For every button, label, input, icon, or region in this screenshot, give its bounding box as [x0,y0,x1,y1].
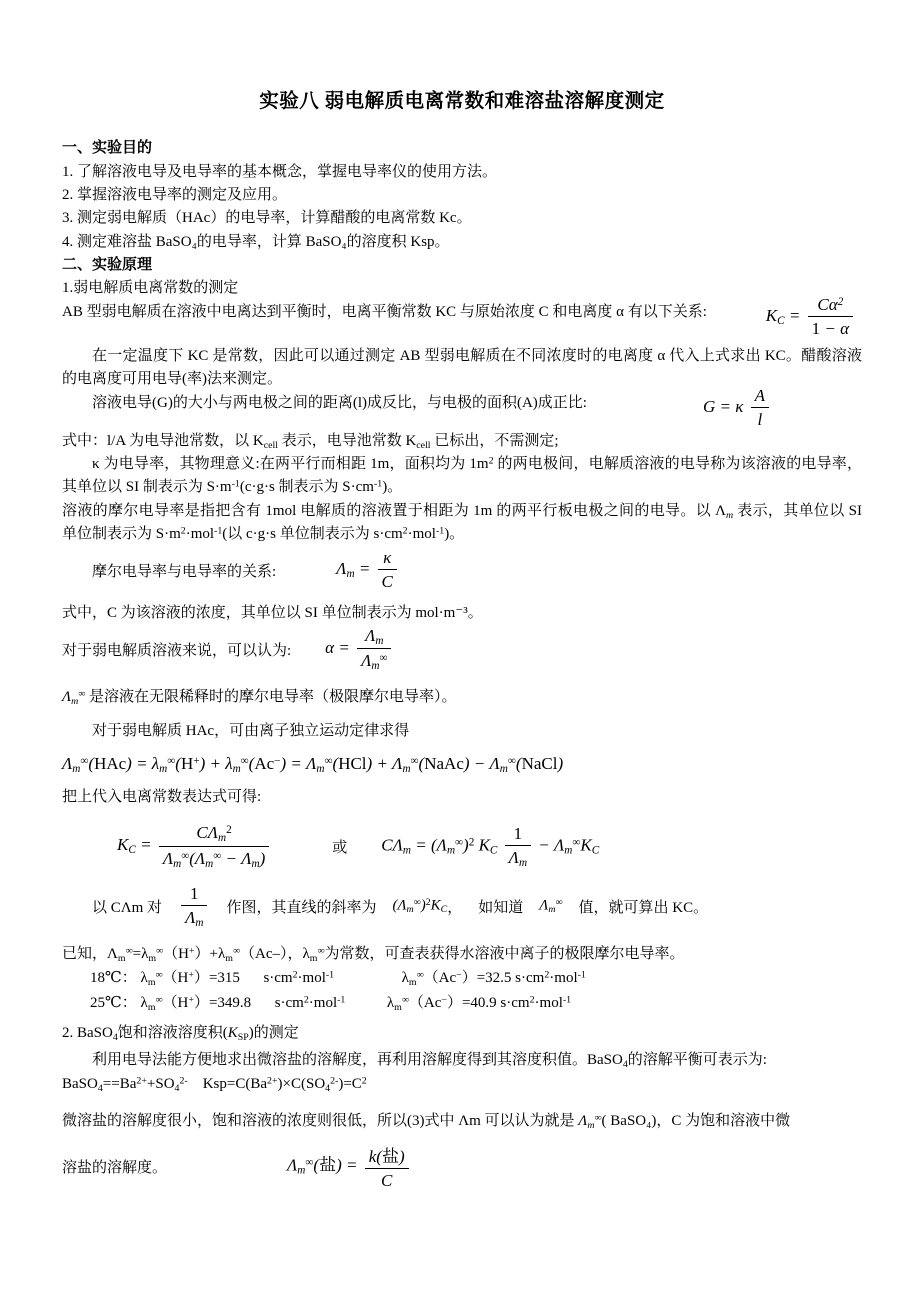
h-unit-25c: $s\cdot cm^2\cdot mol^{-1}$ [274,994,346,1012]
paragraph-molar-definition: 溶液的摩尔电导率是指把含有 1mol 电解质的溶液置于相距为 1m 的两平行板电极之间的电导。以 $\Lambda_m$ 表示，其单位以 SI 单位制表示为 $S\cdot m^2\cdot mol^{-1}$(以 c·g·s 单位制表示为 $s\cdot cm^2\cdot mol^{-1}$)。 [62,502,863,543]
paragraph-c-unit: 式中，C 为该溶液的浓度，其单位以 SI 单位制表示为 mol·m⁻³。 [62,605,483,622]
plot-instruction-block [62,884,862,929]
document-content [62,88,862,1191]
formula-lambda-kappa-c: $\Lambda_m$ = $\frac{\kappa}{C}$ [336,548,400,592]
paragraph-hac-law: 对于弱电解质 HAc，可由离子独立运动定律求得 [92,722,410,739]
objective-item-3: 3. 测定弱电解质（HAc）的电导率，计算醋酸的电离常数 Kc。 [62,210,472,227]
conductance-block [62,385,862,430]
paragraph-conductance: 溶液电导(G)的大小与两电极之间的距离(l)成反比，与电极的面积(A)成正比: [92,394,587,411]
plot-lead-text: 以 CΛm 对 [92,899,163,916]
subsection-title-ionization: 1.弱电解质电离常数的测定 [62,280,239,297]
equilibrium-block [62,294,862,339]
paragraph-limiting-conductivity: $\Lambda_m^\infty$ 是溶液在无限稀释时的摩尔电导率（极限摩尔电导率）。 [62,686,862,710]
ac-ion-18c: $\lambda_m^\infty(Ac^-)=32.5$ $s\cdot cm^2\cdot mol^{-1}$ [401,969,586,989]
section-heading-principle: 二、实验原理 [62,257,153,274]
paragraph-equilibrium: AB 型弱电解质在溶液中电离达到平衡时，电离平衡常数 KC 与原始浓度 C 和电离度 α 有以下关系: [62,303,707,320]
objective-item-2: 2. 掌握溶液电导率的测定及应用。 [62,186,288,203]
kc-equations-block [62,823,862,869]
objective-item-1: 1. 了解溶液电导及电导率的基本概念，掌握电导率仪的使用方法。 [62,163,498,180]
symbol-lambda-infinity: $\Lambda_m^\infty$ [62,688,86,707]
objective-item-4: 4. 测定难溶盐 BaSO₄的电导率，计算 BaSO₄的溶度积 Ksp。 [62,233,450,250]
temperature-25c: 25℃： [90,995,137,1012]
section-heading-objectives: 一、实验目的 [62,140,153,157]
formula-kc-alpha: $K_C$ = $\frac{C\alpha^2}{1 - \alpha}$ [766,295,856,339]
label-weak-electrolyte: 对于弱电解质溶液来说，可以认为: [62,642,292,659]
symbol-lambda-infinity-salt: $\Lambda_m^\infty$ [578,1112,602,1131]
formula-ion-independent-migration: $\Lambda_m^\infty(HAc) = \lambda_m^\infty(H^+) + \lambda_m^\infty(Ac^-) = \Lambda_m^\infty(HCl)$ + $\Lambda_m^\infty(NaAc)$ − $\Lambda_m^\infty(NaCl)$ [62,754,564,776]
final-formula-block [62,1142,862,1191]
paragraph-constant: 在一定温度下 KC 是常数，因此可以通过测定 AB 型弱电解质在不同浓度时的电离度 α 代入上式求出 KC。醋酸溶液的电离度可用电导(率)法来测定。 [62,347,862,388]
temperature-18c: 18℃： [90,970,137,987]
formula-g-kappa: G = κ $\frac{A}{l}$ [703,386,772,430]
page-title: 实验八 弱电解质电离常数和难溶盐溶解度测定 [259,91,665,112]
subsection-title-baso4: 2. BaSO$_4$饱和溶液溶度积$(K_{SP})$的测定 [62,1024,299,1043]
known-value-row-18c [62,966,862,991]
known-value-row-25c [62,991,862,1016]
paragraph-final-explanation: 微溶盐的溶解度很小，饱和溶液的浓度则很低，所以(3)式中 Λm 可以认为就是 $\Lambda_m^\infty$( BaSO₄)，C 为饱和溶液中微 [62,1110,862,1134]
formula-one-over-lambda: $\frac{1}{\Lambda_m}$ [178,884,210,929]
equation-baso4-dissolution: $BaSO_4==Ba^{2+}+SO_4^{2-}$ $Ksp=C(Ba^{2+})\times C(SO_4^{2-})=C^2$ [62,1075,367,1094]
h-ion-25c: $\lambda_m^\infty(H^+)=349.8$ [140,994,252,1013]
formula-lambda-salt: $\Lambda_m^\infty$(盐) = $\frac{\text{k(盐)}}{C}$ [287,1142,412,1191]
label-or: 或 [332,840,348,857]
paragraph-cell-constant: 式中：l/A 为电导池常数，以 $K_{cell}$ 表示，电导池常数 $K_{cell}$ 已标出，不需测定; [62,432,559,451]
plot-comma: ， [447,899,463,916]
paragraph-baso4-intro: 利用电导法能方便地求出微溶盐的溶解度，再利用溶解度得到其溶度积值。BaSO$_4$的溶解平衡可表示为: [92,1052,767,1071]
plot-mid-text: 作图，其直线的斜率为 [226,899,377,916]
molar-relation-block [62,548,862,592]
paragraph-final-tail: 溶盐的溶解度。 [62,1159,168,1176]
h-unit-18c: $s\cdot cm^2\cdot mol^{-1}$ [263,969,335,987]
ac-ion-25c: $\lambda_m^\infty(Ac^-)=40.9$ $s\cdot cm^2\cdot mol^{-1}$ [386,994,572,1013]
label-molar-relation: 摩尔电导率与电导率的关系: [92,563,277,580]
formula-clambda-linear: $C\Lambda_m = (\Lambda_m^\infty)^2$ $K_C$ $\frac{1}{\Lambda_m}$ − $\Lambda_m^\infty K_C$ [381,824,600,870]
paragraph-known-values-intro: 已知，$\Lambda_m^\infty=\lambda_m^\infty(H^+)+\lambda_m^\infty(Ac-)$，$\lambda_m^\infty$为常数，可查表获得水溶液中离子的极限摩尔电导率。 [62,945,685,964]
formula-slope: $(\Lambda_m^\infty)^2K_C$ [392,897,448,916]
formula-alpha: α = $\frac{\Lambda_m}{\Lambda_m^\infty}$ [325,626,394,672]
label-substitute: 把上代入电离常数表达式可得: [62,789,262,806]
h-ion-18c: $\lambda_m^\infty(H^+)=315$ [140,969,240,989]
symbol-lambda-infinity-2: $\Lambda_m^\infty$ [539,897,563,916]
formula-kc-lambda: $K_C$ = $\frac{C\Lambda_m^2}{\Lambda_m^\infty(\Lambda_m^\infty - \Lambda_m)}$ [117,823,272,869]
plot-tail-1: 如知道 [478,899,524,916]
plot-tail-2: 值，就可算出 KC。 [578,899,709,916]
alpha-block [62,626,862,672]
paragraph-kappa-definition: κ 为电导率，其物理意义:在两平行而相距 1m，面积均为 $1m^2$ 的两电极间，电解质溶液的电导称为该溶液的电导率，其单位以 SI 制表示为 $S\cdot m^{-1}(c\cdot g\cdot s$ 制表示为 $S\cdot cm^{-1}$)。 [62,455,862,496]
